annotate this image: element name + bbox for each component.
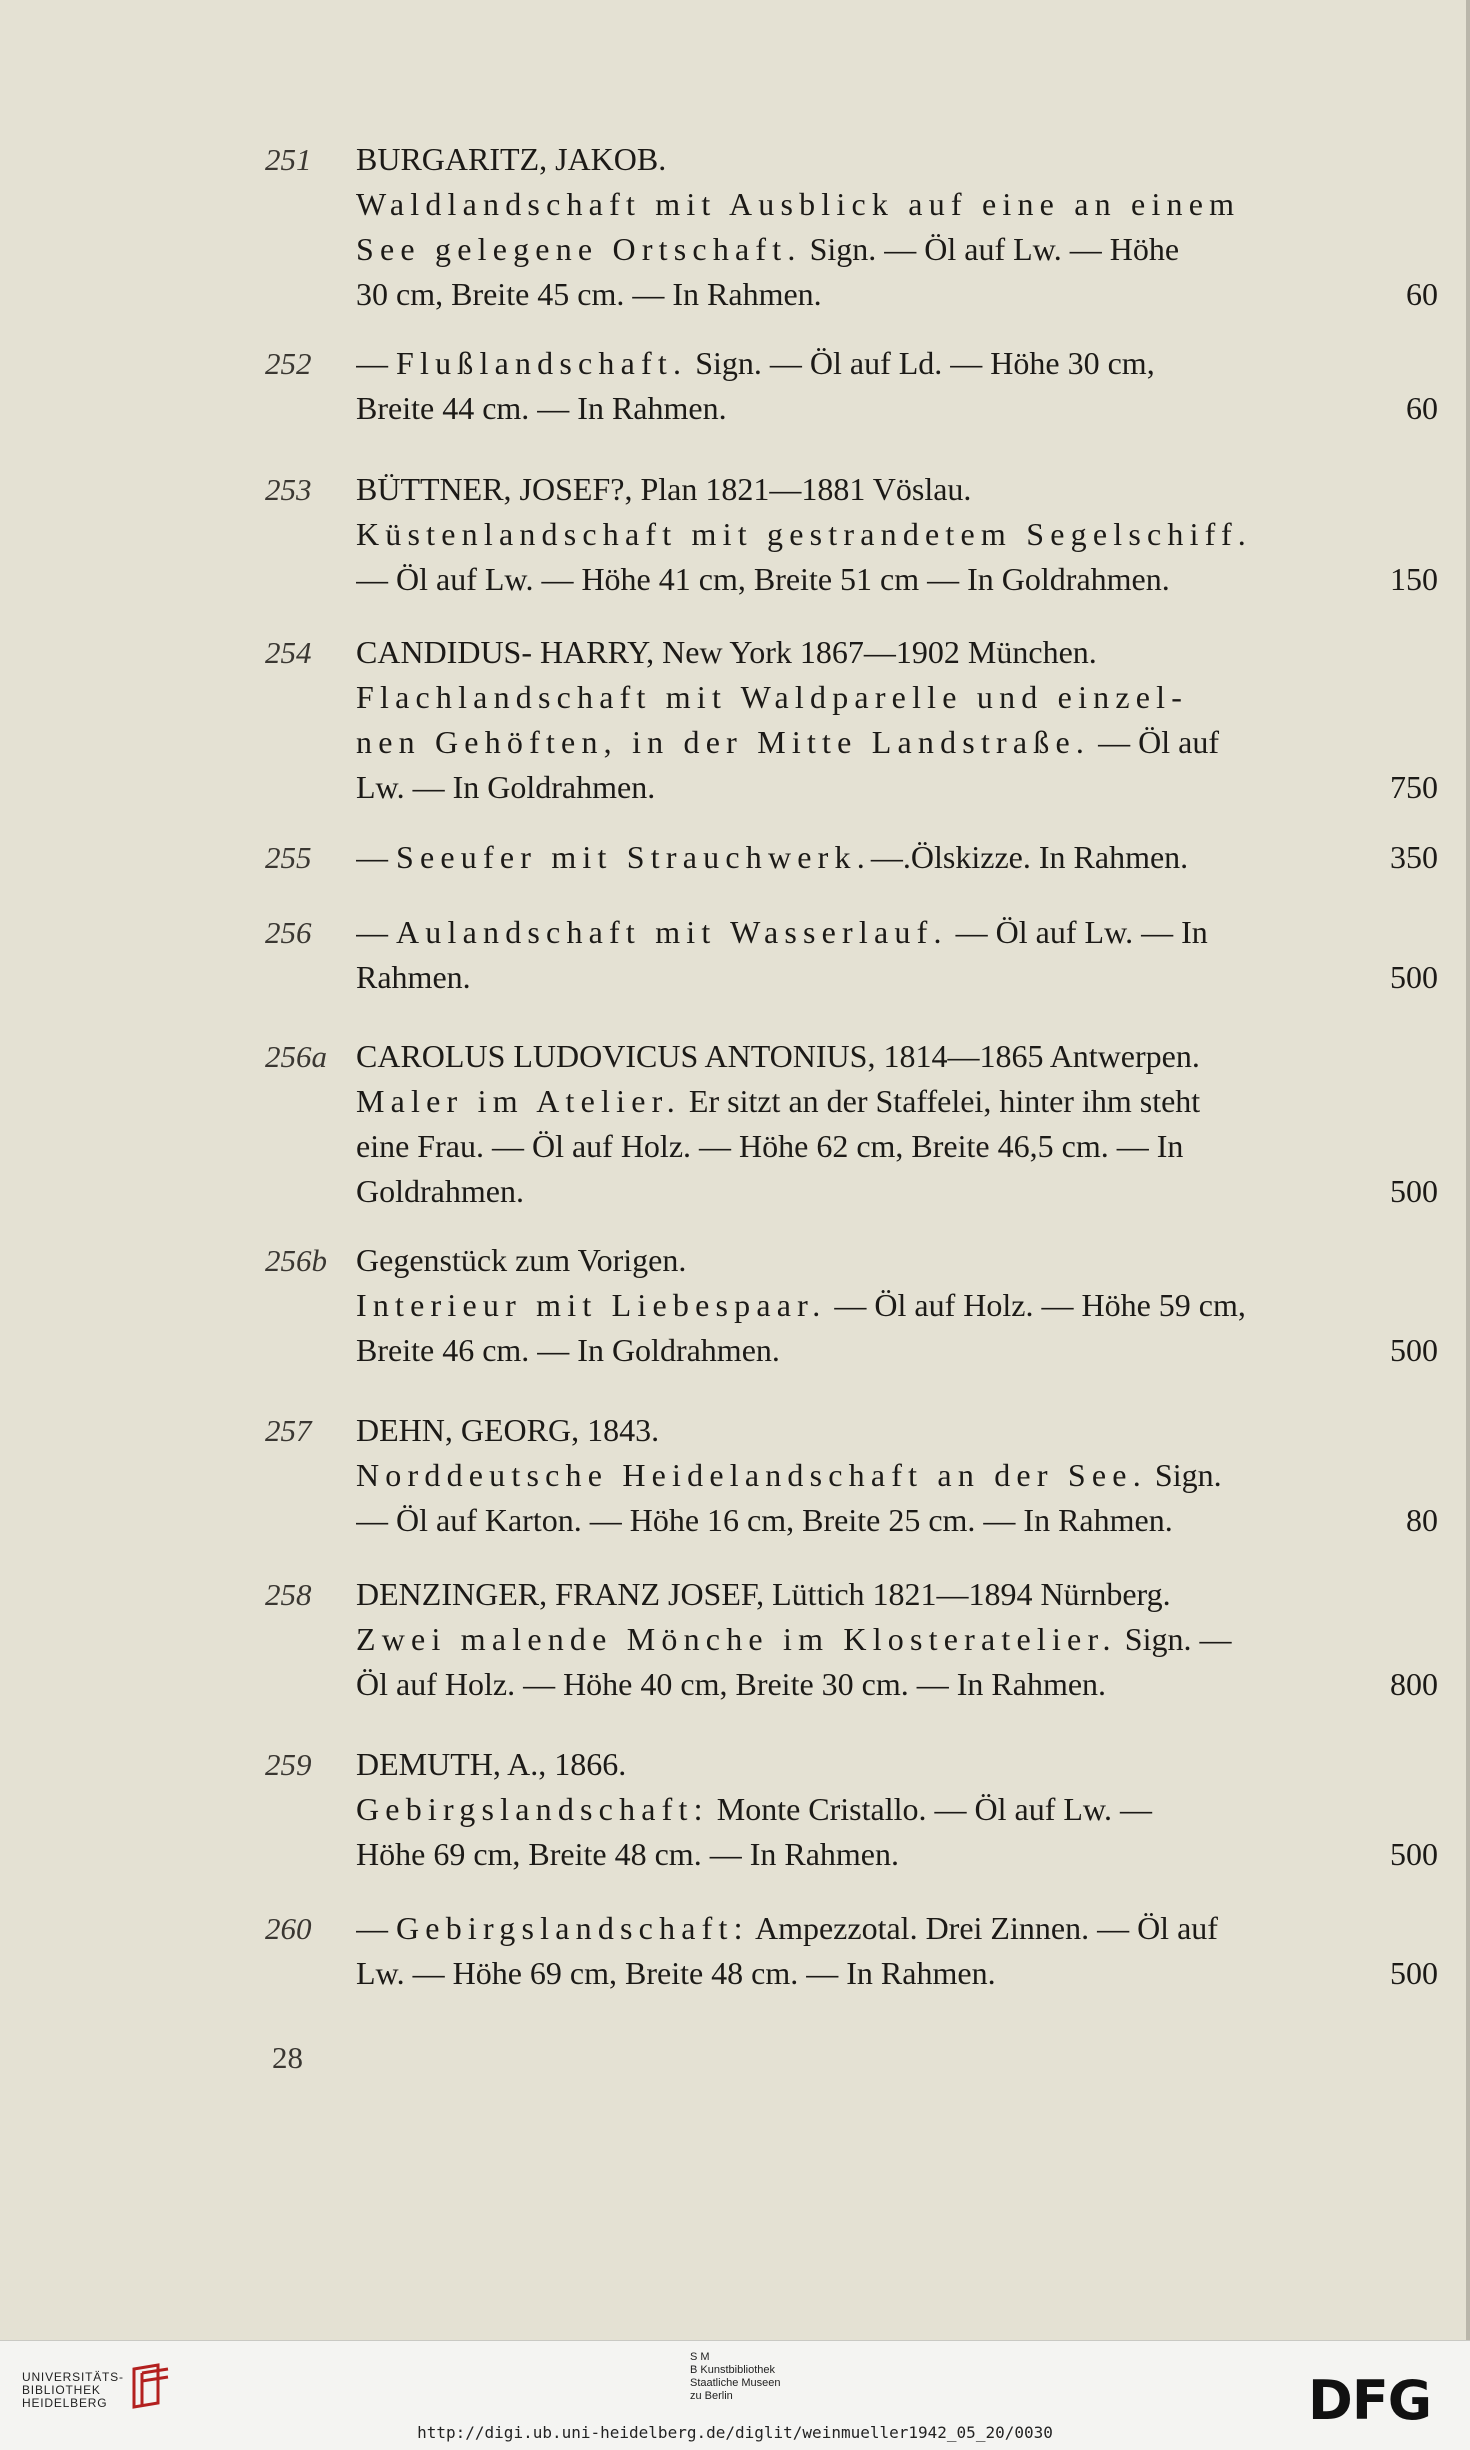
entry-body — [356, 630, 1438, 810]
artwork-title: See gelegene Ortschaft. — [356, 231, 802, 267]
entry-line — [356, 765, 1438, 810]
entry-line — [356, 1034, 1438, 1079]
lot-number: 259 — [265, 1747, 312, 1782]
entry-text: 30 cm, Breite 45 cm. — In Rahmen. — [356, 276, 822, 312]
page-edge — [1466, 0, 1470, 2340]
price: 750 — [1390, 769, 1438, 805]
price: 500 — [1390, 1836, 1438, 1872]
artwork-title: Seeufer mit Strauchwerk. — [396, 839, 871, 875]
entry-line — [356, 1169, 1438, 1214]
entry-line — [356, 910, 1438, 955]
artwork-title: Aulandschaft mit Wasserlauf. — [396, 914, 948, 950]
artwork-title: Flußlandschaft. — [396, 345, 688, 381]
price: 60 — [1406, 276, 1438, 312]
entry-body — [356, 1408, 1438, 1543]
entry-body — [356, 137, 1438, 317]
entry-body — [356, 1238, 1438, 1373]
entry-line — [356, 675, 1438, 720]
entry-line — [356, 1951, 1438, 1996]
entry-text: Breite 46 cm. — In Goldrahmen. — [356, 1332, 780, 1368]
price: 350 — [1390, 839, 1438, 875]
entry-line — [356, 1662, 1438, 1707]
entry-text: — Öl auf — [1090, 724, 1219, 760]
entry-text: Lw. — In Goldrahmen. — [356, 769, 656, 805]
entry-body — [356, 1906, 1438, 1996]
entry-line — [356, 1617, 1438, 1662]
artwork-title: Küstenlandschaft mit gestrandetem Segelschiff. — [356, 516, 1252, 552]
entry-body — [356, 910, 1438, 1000]
lot-number: 254 — [265, 635, 312, 670]
entry-line — [356, 386, 1438, 431]
lot-number: 257 — [265, 1413, 312, 1448]
artwork-title: Waldlandschaft mit Ausblick auf eine an einem — [356, 186, 1241, 222]
entry-text: CAROLUS LUDOVICUS ANTONIUS, 1814—1865 Antwerpen. — [356, 1038, 1200, 1074]
entry-line — [356, 137, 1438, 182]
museum-line: S M — [690, 2351, 710, 2363]
entry-text: — Öl auf Holz. — Höhe 59 cm, — [826, 1287, 1246, 1323]
entry-line — [356, 341, 1438, 386]
artwork-title: Gebirgslandschaft: — [396, 1910, 749, 1946]
entry-body — [356, 1034, 1438, 1214]
entry-text: Sign. — [1146, 1457, 1222, 1493]
entry-text: — — [356, 914, 396, 950]
entry-text: DEHN, GEORG, 1843. — [356, 1412, 660, 1448]
entry-text: Sign. — — [1116, 1621, 1232, 1657]
entry-text: Sign. — Öl auf Lw. — Höhe — [801, 231, 1180, 267]
museum-label[interactable] — [690, 2351, 781, 2403]
lot-number: 252 — [265, 346, 312, 381]
university-library-label[interactable] — [22, 2371, 124, 2410]
entry-text: Sign. — Öl auf Ld. — Höhe 30 cm, — [687, 345, 1155, 381]
entry-line — [356, 182, 1438, 227]
lot-number: 256b — [265, 1243, 327, 1278]
entry-line — [356, 227, 1438, 272]
entry-text: — Öl auf Lw. — In — [947, 914, 1208, 950]
entry-line — [356, 1124, 1438, 1169]
artwork-title: Interieur mit Liebespaar. — [356, 1287, 827, 1323]
university-line: UNIVERSITÄTS- — [22, 2370, 124, 2384]
entry-text: — Öl auf Lw. — Höhe 41 cm, Breite 51 cm — In Goldrahmen. — [356, 561, 1170, 597]
entry-text: DEMUTH, A., 1866. — [356, 1746, 627, 1782]
entry-line — [356, 630, 1438, 675]
lot-number: 253 — [265, 472, 312, 507]
entry-line — [356, 1498, 1438, 1543]
price: 80 — [1406, 1502, 1438, 1538]
entry-text: Höhe 69 cm, Breite 48 cm. — In Rahmen. — [356, 1836, 899, 1872]
entry-line — [356, 1787, 1438, 1832]
price: 500 — [1390, 1955, 1438, 1991]
entry-line — [356, 1079, 1438, 1124]
entry-line — [356, 1408, 1438, 1453]
entry-text: —.Ölskizze. In Rahmen. — [870, 839, 1189, 875]
entry-text: — — [356, 345, 396, 381]
entry-text: — — [356, 1910, 396, 1946]
entry-text: Monte Cristallo. — Öl auf Lw. — — [708, 1791, 1152, 1827]
entry-line — [356, 512, 1438, 557]
lot-number: 260 — [265, 1911, 312, 1946]
entry-text: eine Frau. — Öl auf Holz. — Höhe 62 cm, Breite 46,5 cm. — In — [356, 1128, 1184, 1164]
entry-body — [356, 467, 1438, 602]
entry-text: Lw. — Höhe 69 cm, Breite 48 cm. — In Rahmen. — [356, 1955, 996, 1991]
artwork-title: nen Gehöften, in der Mitte Landstraße. — [356, 724, 1091, 760]
source-url-link[interactable]: http://digi.ub.uni-heidelberg.de/diglit/weinmueller1942_05_20/0030 — [417, 2423, 1053, 2442]
entry-line — [356, 1572, 1438, 1617]
price: 500 — [1390, 1332, 1438, 1368]
entry-body — [356, 1742, 1438, 1877]
price: 800 — [1390, 1666, 1438, 1702]
entry-line — [356, 1906, 1438, 1951]
entry-text: Gegenstück zum Vorigen. — [356, 1242, 687, 1278]
entry-line — [356, 720, 1438, 765]
price: 500 — [1390, 959, 1438, 995]
entry-line — [356, 1328, 1438, 1373]
entry-text: Er sitzt an der Staffelei, hinter ihm steht — [680, 1083, 1201, 1119]
entry-text: Rahmen. — [356, 959, 471, 995]
entry-text: DENZINGER, FRANZ JOSEF, Lüttich 1821—1894 Nürnberg. — [356, 1576, 1171, 1612]
university-line: HEIDELBERG — [22, 2396, 108, 2410]
entry-line — [356, 557, 1438, 602]
museum-line: zu Berlin — [690, 2390, 733, 2402]
entry-text: — — [356, 839, 396, 875]
price: 500 — [1390, 1173, 1438, 1209]
entry-text: Goldrahmen. — [356, 1173, 524, 1209]
university-line: BIBLIOTHEK — [22, 2383, 101, 2397]
entry-line — [356, 1283, 1438, 1328]
entry-text: Breite 44 cm. — In Rahmen. — [356, 390, 727, 426]
entry-text: CANDIDUS- HARRY, New York 1867—1902 München. — [356, 634, 1097, 670]
artwork-title: Gebirgslandschaft: — [356, 1791, 709, 1827]
entry-text: BÜTTNER, JOSEF?, Plan 1821—1881 Vöslau. — [356, 471, 972, 507]
entry-line — [356, 272, 1438, 317]
entry-body — [356, 1572, 1438, 1707]
museum-line: Staatliche Museen — [690, 2377, 781, 2389]
entry-text: Ampezzotal. Drei Zinnen. — Öl auf — [748, 1910, 1218, 1946]
entry-body — [356, 835, 1438, 880]
lot-number: 258 — [265, 1577, 312, 1612]
entry-line — [356, 835, 1438, 880]
university-logo-icon[interactable] — [128, 2363, 176, 2409]
lot-number: 256 — [265, 915, 312, 950]
entry-line — [356, 1832, 1438, 1877]
entry-text: BURGARITZ, JAKOB. — [356, 141, 667, 177]
dfg-logo[interactable]: DFG — [1308, 2369, 1432, 2432]
entry-line — [356, 1453, 1438, 1498]
artwork-title: Flachlandschaft mit Waldparelle und einzel- — [356, 679, 1189, 715]
lot-number: 251 — [265, 142, 312, 177]
entry-line — [356, 955, 1438, 1000]
entry-line — [356, 1742, 1438, 1787]
lot-number: 256a — [265, 1039, 327, 1074]
entry-text: — Öl auf Karton. — Höhe 16 cm, Breite 25 cm. — In Rahmen. — [356, 1502, 1173, 1538]
artwork-title: Maler im Atelier. — [356, 1083, 681, 1119]
price: 60 — [1406, 390, 1438, 426]
page-number: 28 — [272, 2040, 303, 2075]
entry-text: Öl auf Holz. — Höhe 40 cm, Breite 30 cm. — In Rahmen. — [356, 1666, 1107, 1702]
price: 150 — [1390, 561, 1438, 597]
entry-body — [356, 341, 1438, 431]
museum-line: B Kunstbibliothek — [690, 2364, 775, 2376]
lot-number: 255 — [265, 840, 312, 875]
artwork-title: Norddeutsche Heidelandschaft an der See. — [356, 1457, 1147, 1493]
entry-line — [356, 467, 1438, 512]
artwork-title: Zwei malende Mönche im Klosteratelier. — [356, 1621, 1117, 1657]
entry-line — [356, 1238, 1438, 1283]
